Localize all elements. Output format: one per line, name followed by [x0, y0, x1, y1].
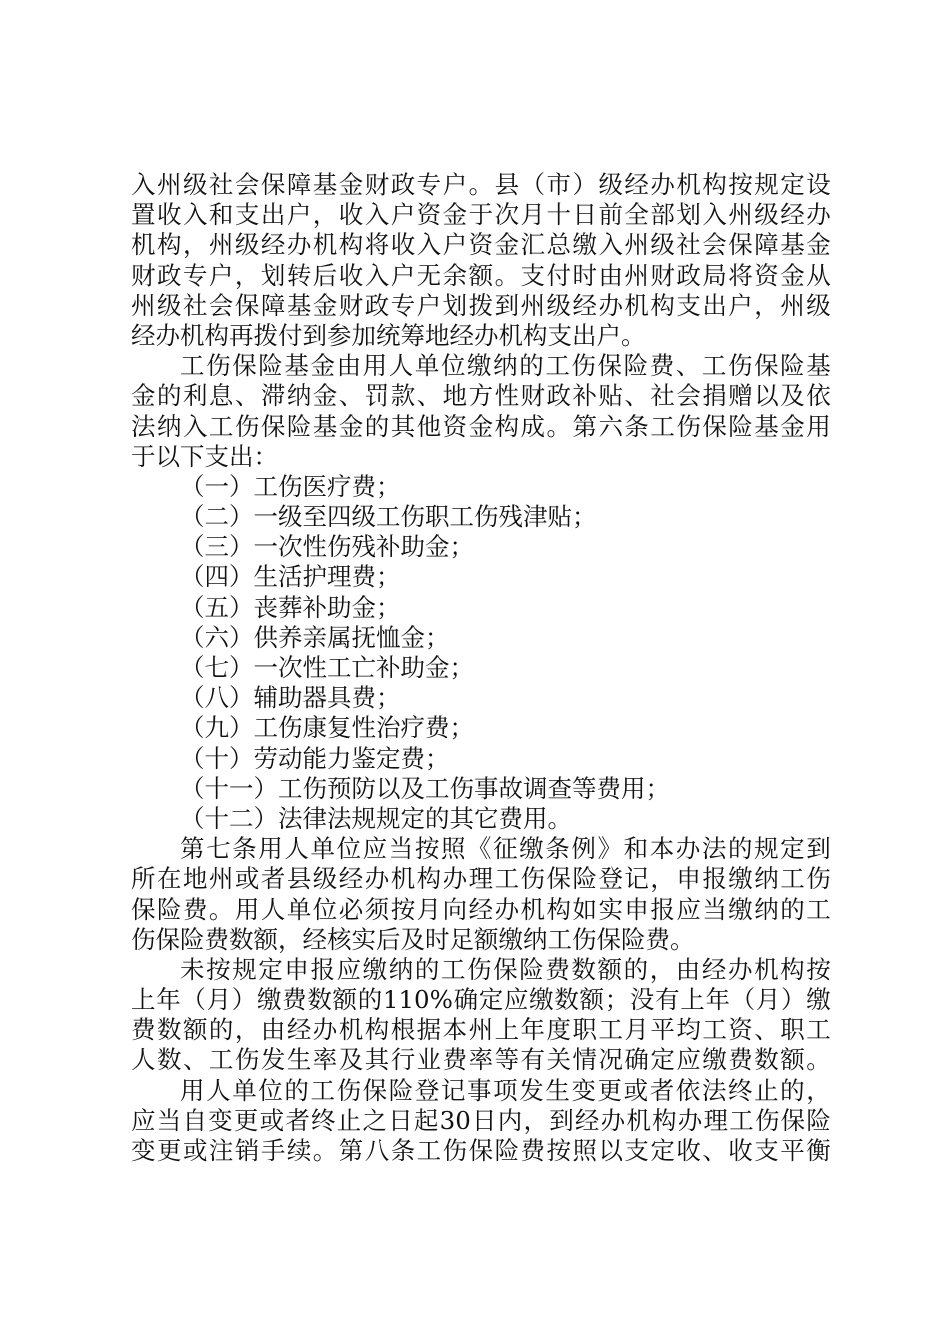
text-line: （七）一次性工亡补助金；	[180, 653, 474, 682]
text-line: （一）工伤医疗费；	[180, 471, 401, 501]
text-line: （三）一次性伤残补助金；	[180, 532, 474, 562]
text-line: 于以下支出：	[131, 441, 278, 471]
text-line: 入 州 级 社 会 保 障 基 金 财 政 专 户 。 县 （ 市 ） 级 经 办 机 构 按 规 定 设	[131, 170, 831, 199]
text-line: 保 险 费 。 用 人 单 位 必 须 按 月 向 经 办 机 构 如 实 申 报 应 当 缴 纳 的 工	[131, 894, 831, 924]
text-line: （六）供养亲属抚恤金；	[180, 622, 450, 652]
text-line: 法 纳 入 工 伤 保 险 基 金 的 其 他 资 金 构 成 。 第 六 条 工 伤 保 险 基 金 用	[131, 411, 831, 441]
text-line: （五）丧葬补助金；	[180, 592, 401, 622]
text-line: 应 当 自 变 更 或 者 终 止 之 日 起 30 日 内 ， 到 经 办 机 构 办 理 工 伤 保 险	[131, 1105, 831, 1135]
text-line: 人 数 、 工 伤 发 生 率 及 其 行 业 费 率 等 有 关 情 况 确 定 应 缴 费 数 额 。	[131, 1045, 831, 1075]
text-line: （十二）法律法规规定的其它费用。	[180, 803, 572, 833]
text-line: （四）生活护理费；	[180, 562, 401, 592]
text-line: 所 在 地 州 或 者 县 级 经 办 机 构 办 理 工 伤 保 险 登 记 ， 申 报 缴 纳 工 伤	[131, 864, 831, 894]
text-line: 变 更 或 注 销 手 续 。 第 八 条 工 伤 保 险 费 按 照 以 支 定 收 、 收 支 平 衡	[131, 1136, 831, 1165]
text-line: 财 政 专 户 ， 划 转 后 收 入 户 无 余 额 。 支 付 时 由 州 财 政 局 将 资 金 从	[131, 260, 831, 290]
document-page	[131, 170, 831, 1166]
text-line: 上 年 （ 月 ） 缴 费 数 额 的 110% 确 定 应 缴 数 额 ； 没 有 上 年 （ 月 ） 缴	[131, 985, 831, 1015]
text-line: 伤保险费数额，经核实后及时足额缴纳工伤保险费。	[131, 924, 695, 954]
text-line: 经办机构再拨付到参加统筹地经办机构支出户。	[131, 320, 646, 350]
text-line: 工 伤 保 险 基 金 由 用 人 单 位 缴 纳 的 工 伤 保 险 费 、 工 伤 保 险 基	[180, 351, 831, 381]
text-line: 州 级 社 会 保 障 基 金 财 政 专 户 划 拨 到 州 级 经 办 机 构 支 出 户 ， 州 级	[131, 290, 831, 320]
text-line: 机 构 ， 州 级 经 办 机 构 将 收 入 户 资 金 汇 总 缴 入 州 级 社 会 保 障 基 金	[131, 230, 831, 260]
text-line: 未 按 规 定 申 报 应 缴 纳 的 工 伤 保 险 费 数 额 的 ， 由 经 办 机 构 按	[180, 954, 831, 984]
text-line: （九）工伤康复性治疗费；	[180, 713, 474, 743]
text-line: 第 七 条 用 人 单 位 应 当 按 照 《 征 缴 条 例 》 和 本 办 法 的 规 定 到	[180, 834, 831, 864]
text-line: （十一）工伤预防以及工伤事故调查等费用；	[180, 773, 670, 803]
text-line: （二）一级至四级工伤职工伤残津贴；	[180, 502, 597, 532]
text-line: 用 人 单 位 的 工 伤 保 险 登 记 事 项 发 生 变 更 或 者 依 法 终 止 的 ，	[180, 1075, 831, 1105]
text-line: （十）劳动能力鉴定费；	[180, 743, 450, 773]
text-line: （八）辅助器具费；	[180, 683, 401, 713]
text-line: 置 收 入 和 支 出 户 ， 收 入 户 资 金 于 次 月 十 日 前 全 部 划 入 州 级 经 办	[131, 200, 831, 230]
text-line: 费 数 额 的 ， 由 经 办 机 构 根 据 本 州 上 年 度 职 工 月 平 均 工 资 、 职 工	[131, 1015, 831, 1045]
text-line: 金 的 利 息 、 滞 纳 金 、 罚 款 、 地 方 性 财 政 补 贴 、 社 会 捐 赠 以 及 依	[131, 381, 831, 411]
